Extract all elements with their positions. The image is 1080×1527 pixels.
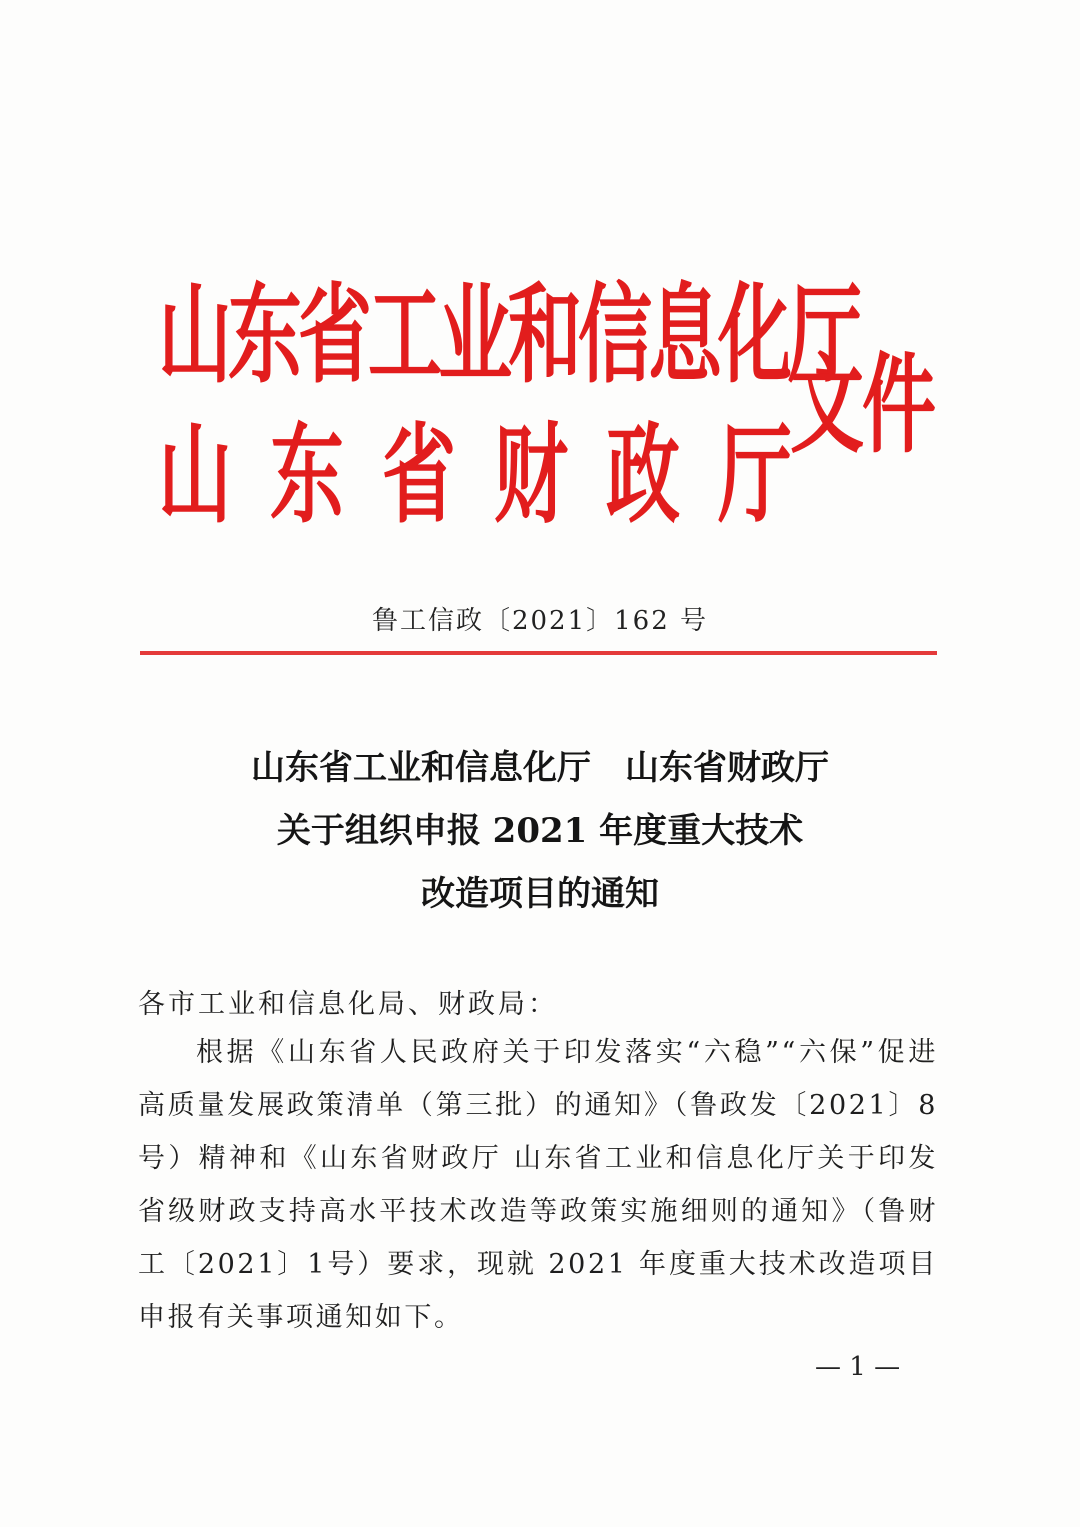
header-file-suffix: 文件: [790, 343, 934, 468]
title-line-2: 关于组织申报 2021 年度重大技术: [276, 811, 804, 851]
header-issuer-2: 山东省财政厅: [158, 413, 830, 538]
title-line-1: 山东省工业和信息化厅 山东省财政厅: [251, 748, 829, 788]
title-line-3: 改造项目的通知: [421, 874, 659, 914]
page-number: — 1 —: [815, 1352, 901, 1382]
body-paragraph: 根据《山东省人民政府关于印发落实“六稳”“六保”促进高质量发展政策清单（第三批）的通知》（鲁政发〔2021〕8号）精神和《山东省财政厅 山东省工业和信息化厅关于印发省级财政支持高水平技术改造等政策实施细则的通知》（鲁财工〔2021〕1号）要求，现就 2021 年度重大技术改造项目申报有关事项通知如下。: [138, 1037, 938, 1333]
header-issuer-1: 山东省工业和信息化厅: [158, 273, 858, 398]
red-divider: [140, 651, 937, 655]
salutation: 各市工业和信息化局、财政局：: [138, 989, 558, 1020]
document-number: 鲁工信政〔2021〕162 号: [371, 606, 709, 636]
